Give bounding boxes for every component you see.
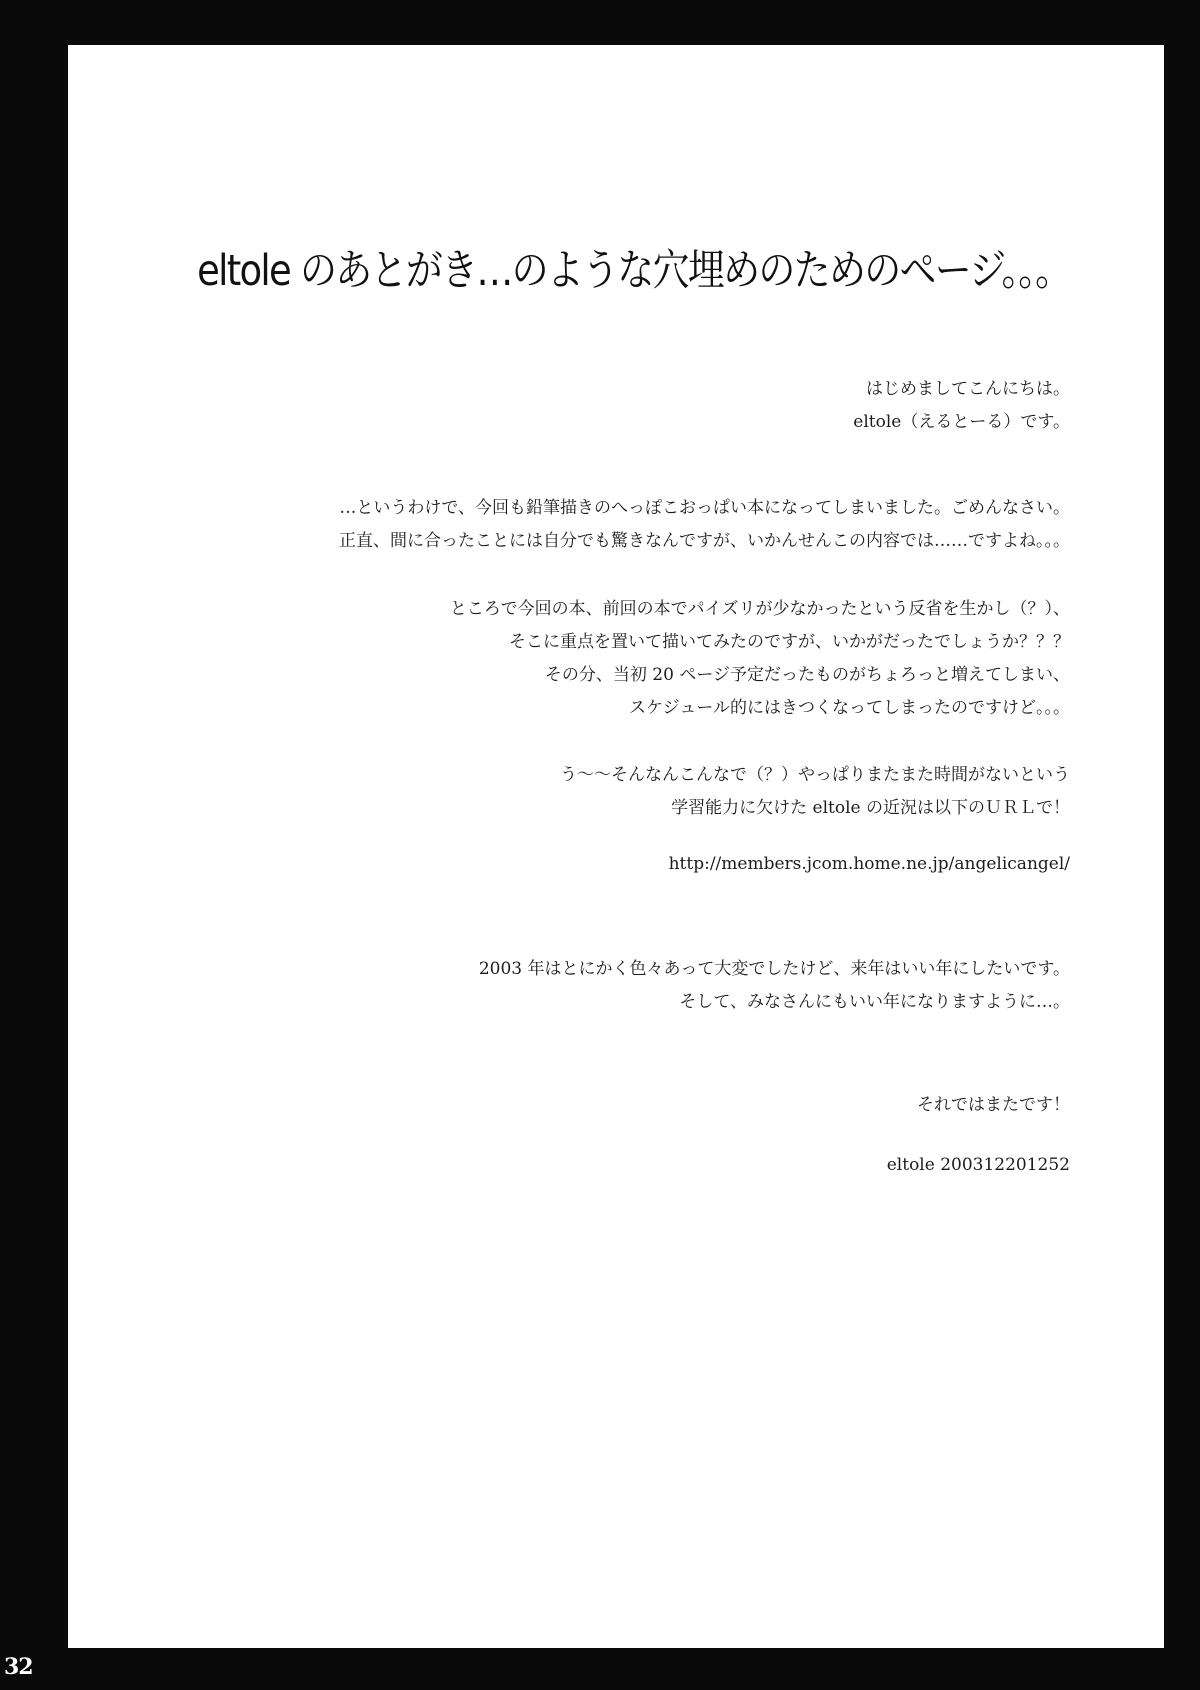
paragraph-farewell <box>917 1089 1070 1122</box>
homepage-url[interactable] <box>669 848 1070 881</box>
page-number: 32 <box>4 1654 33 1680</box>
text-line: 正直、間に合ったことには自分でも驚きなんですが、いかんせんこの内容では……ですよね。。。 <box>339 531 1070 551</box>
text-line: 学習能力に欠けた eltole の近況は以下のＵＲＬで！ <box>671 798 1070 818</box>
document-page <box>68 45 1164 1648</box>
paragraph-news <box>560 759 1070 825</box>
text-line: …というわけで、今回も鉛筆描きのへっぽこおっぱい本になってしまいました。ごめんなさい。 <box>339 498 1070 518</box>
signature-text: eltole 200312201252 <box>886 1155 1070 1175</box>
paragraph-about-book <box>450 593 1070 725</box>
text-line: そこに重点を置いて描いてみたのですが、いかがだったでしょうか？？？ <box>509 632 1070 652</box>
text-line: 2003 年はとにかく色々あって大変でしたけど、来年はいい年にしたいです。 <box>478 959 1070 979</box>
paragraph-apology <box>339 492 1070 558</box>
text-line: それではまたです！ <box>917 1095 1070 1115</box>
text-line: う～～そんなんこんなで（？）やっぱりまたまた時間がないという <box>560 765 1070 785</box>
text-line: その分、当初 20 ページ予定だったものがちょろっと増えてしまい、 <box>544 665 1070 685</box>
paragraph-greeting <box>853 373 1070 439</box>
page-title: eltole のあとがき…のような穴埋めのためのページ。。。 <box>196 246 1070 296</box>
url-text[interactable]: http://members.jcom.home.ne.jp/angelicangel/ <box>668 854 1070 874</box>
text-line: スケジュール的にはきつくなってしまったのですけど。。。 <box>629 698 1070 718</box>
text-line: はじめましてこんにちは。 <box>866 379 1070 399</box>
text-line: eltole（えるとーる）です。 <box>853 412 1070 432</box>
signature-line <box>887 1149 1070 1182</box>
paragraph-new-year <box>479 953 1070 1019</box>
text-line: そして、みなさんにもいい年になりますように…。 <box>679 992 1070 1012</box>
text-line: ところで今回の本、前回の本でパイズリが少なかったという反省を生かし（？）、 <box>449 599 1070 619</box>
